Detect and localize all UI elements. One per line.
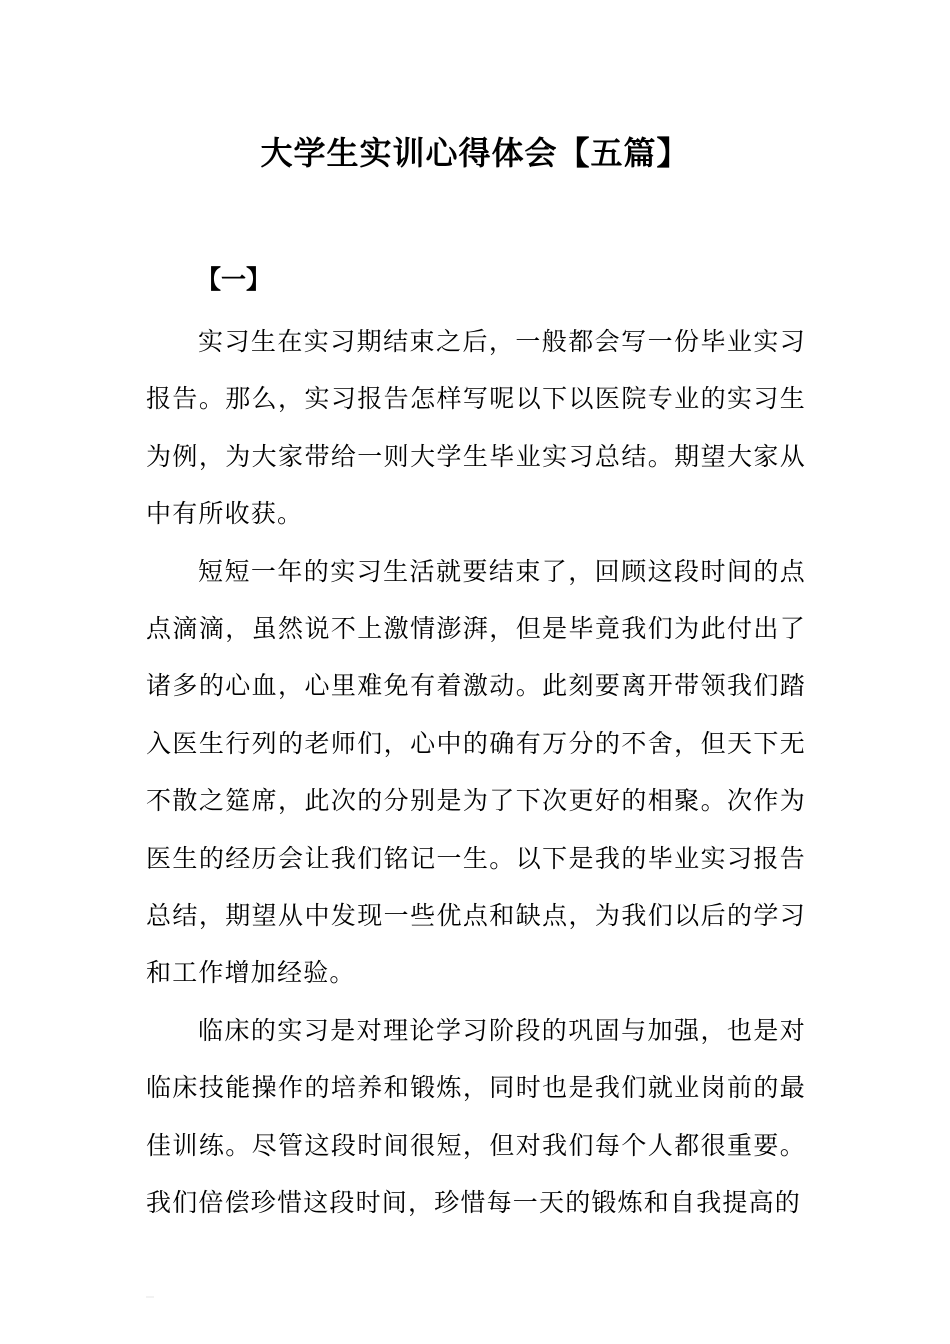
paragraph-3: 临床的实习是对理论学习阶段的巩固与加强，也是对临床技能操作的培养和锻炼，同时也是我们就业岗前的最佳训练。尽管这段时间很短，但对我们每个人都很重要。我们倍偿珍惜这段时间，珍惜每一天的锻炼和自我提高的 (146, 1015, 806, 1218)
section-heading: 【一】 (196, 265, 272, 294)
paragraph-2: 短短一年的实习生活就要结束了，回顾这段时间的点点滴滴，虽然说不上激情澎湃，但是毕竟我们为此付出了诸多的心血，心里难免有着激动。此刻要离开带领我们踏入医生行列的老师们，心中的确有万分的不舍，但天下无不散之筵席，此次的分别是为了下次更好的相聚。次作为医生的经历会让我们铭记一生。以下是我的毕业实习报告总结，期望从中发现一些优点和缺点，为我们以后的学习和工作增加经验。 (146, 556, 806, 988)
document-title: 大学生实训心得体会【五篇】 (260, 134, 690, 172)
page-footer-mark (146, 1296, 154, 1298)
paragraph-1: 实习生在实习期结束之后，一般都会写一份毕业实习报告。那么，实习报告怎样写呢以下以医院专业的实习生为例，为大家带给一则大学生毕业实习总结。期望大家从中有所收获。 (146, 327, 806, 529)
document-body (146, 313, 806, 1232)
